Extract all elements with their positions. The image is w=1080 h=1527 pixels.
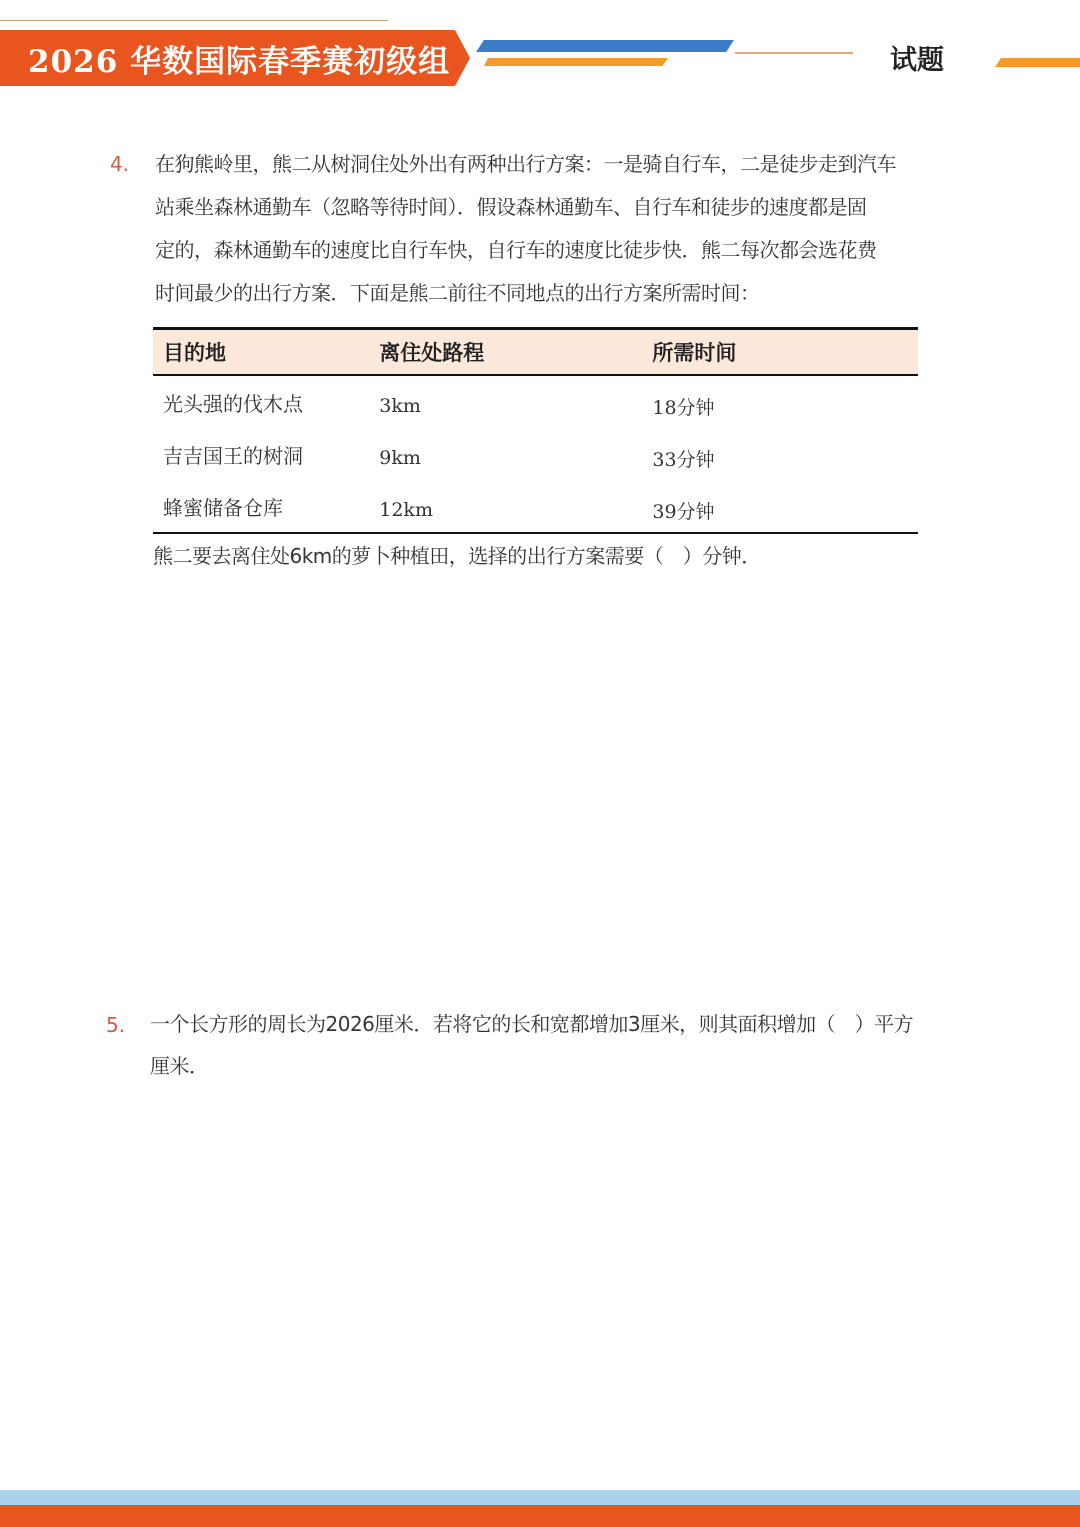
table-row	[153, 480, 918, 533]
column-header-time: 所需时间	[642, 329, 918, 376]
decorative-orange-stripe	[484, 58, 668, 66]
footer-orange-band	[0, 1505, 1080, 1527]
question-4-line: 在狗熊岭里，熊二从树洞住处外出有两种出行方案：一是骑自行车，二是徒步走到汽车	[155, 152, 896, 176]
decorative-blue-stripe	[476, 40, 734, 52]
cell-distance: 9km	[379, 447, 421, 469]
question-4-followup: 熊二要去离住处6km的萝卜种植田，选择的出行方案需要（ ）分钟．	[153, 544, 761, 568]
header-top-rule	[0, 20, 388, 21]
question-5-number: 5.	[106, 1013, 126, 1037]
question-4-number: 4.	[110, 152, 130, 176]
column-header-distance: 离住处路程	[369, 329, 642, 376]
decorative-thin-stripe	[735, 52, 853, 54]
cell-time: 39分钟	[642, 480, 918, 533]
table-header-row	[153, 329, 918, 376]
cell-destination: 吉吉国王的树洞	[163, 443, 303, 468]
cell-destination: 蜂蜜储备仓库	[153, 480, 369, 533]
question-4-line: 时间最少的出行方案．下面是熊二前往不同地点的出行方案所需时间：	[155, 281, 760, 305]
travel-time-table	[153, 327, 918, 534]
question-5-line: 一个长方形的周长为2026厘米．若将它的长和宽都增加3厘米，则其面积增加（ ）平方	[150, 1012, 914, 1036]
cell-distance: 12km	[369, 480, 642, 533]
footer-blue-band	[0, 1490, 1080, 1505]
cell-destination: 光头强的伐木点	[163, 391, 303, 416]
cell-distance: 3km	[379, 395, 421, 417]
cell-time: 33分钟	[652, 448, 715, 471]
cell-time: 18分钟	[652, 396, 715, 419]
question-4-line: 站乘坐森林通勤车（忽略等待时间）．假设森林通勤车、自行车和徒步的速度都是固	[155, 195, 867, 219]
question-4-text	[155, 143, 896, 315]
table-row	[153, 375, 918, 428]
question-5-line: 厘米．	[150, 1054, 209, 1078]
page-title: 2026 华数国际春季赛初级组	[28, 44, 451, 80]
table-row	[153, 428, 918, 480]
column-header-destination: 目的地	[153, 329, 369, 376]
question-5-text	[150, 1003, 913, 1087]
decorative-right-stripe	[995, 58, 1080, 67]
header-label: 试题	[890, 45, 944, 76]
question-4-line: 定的，森林通勤车的速度比自行车快，自行车的速度比徒步快．熊二每次都会选花费	[155, 238, 877, 262]
